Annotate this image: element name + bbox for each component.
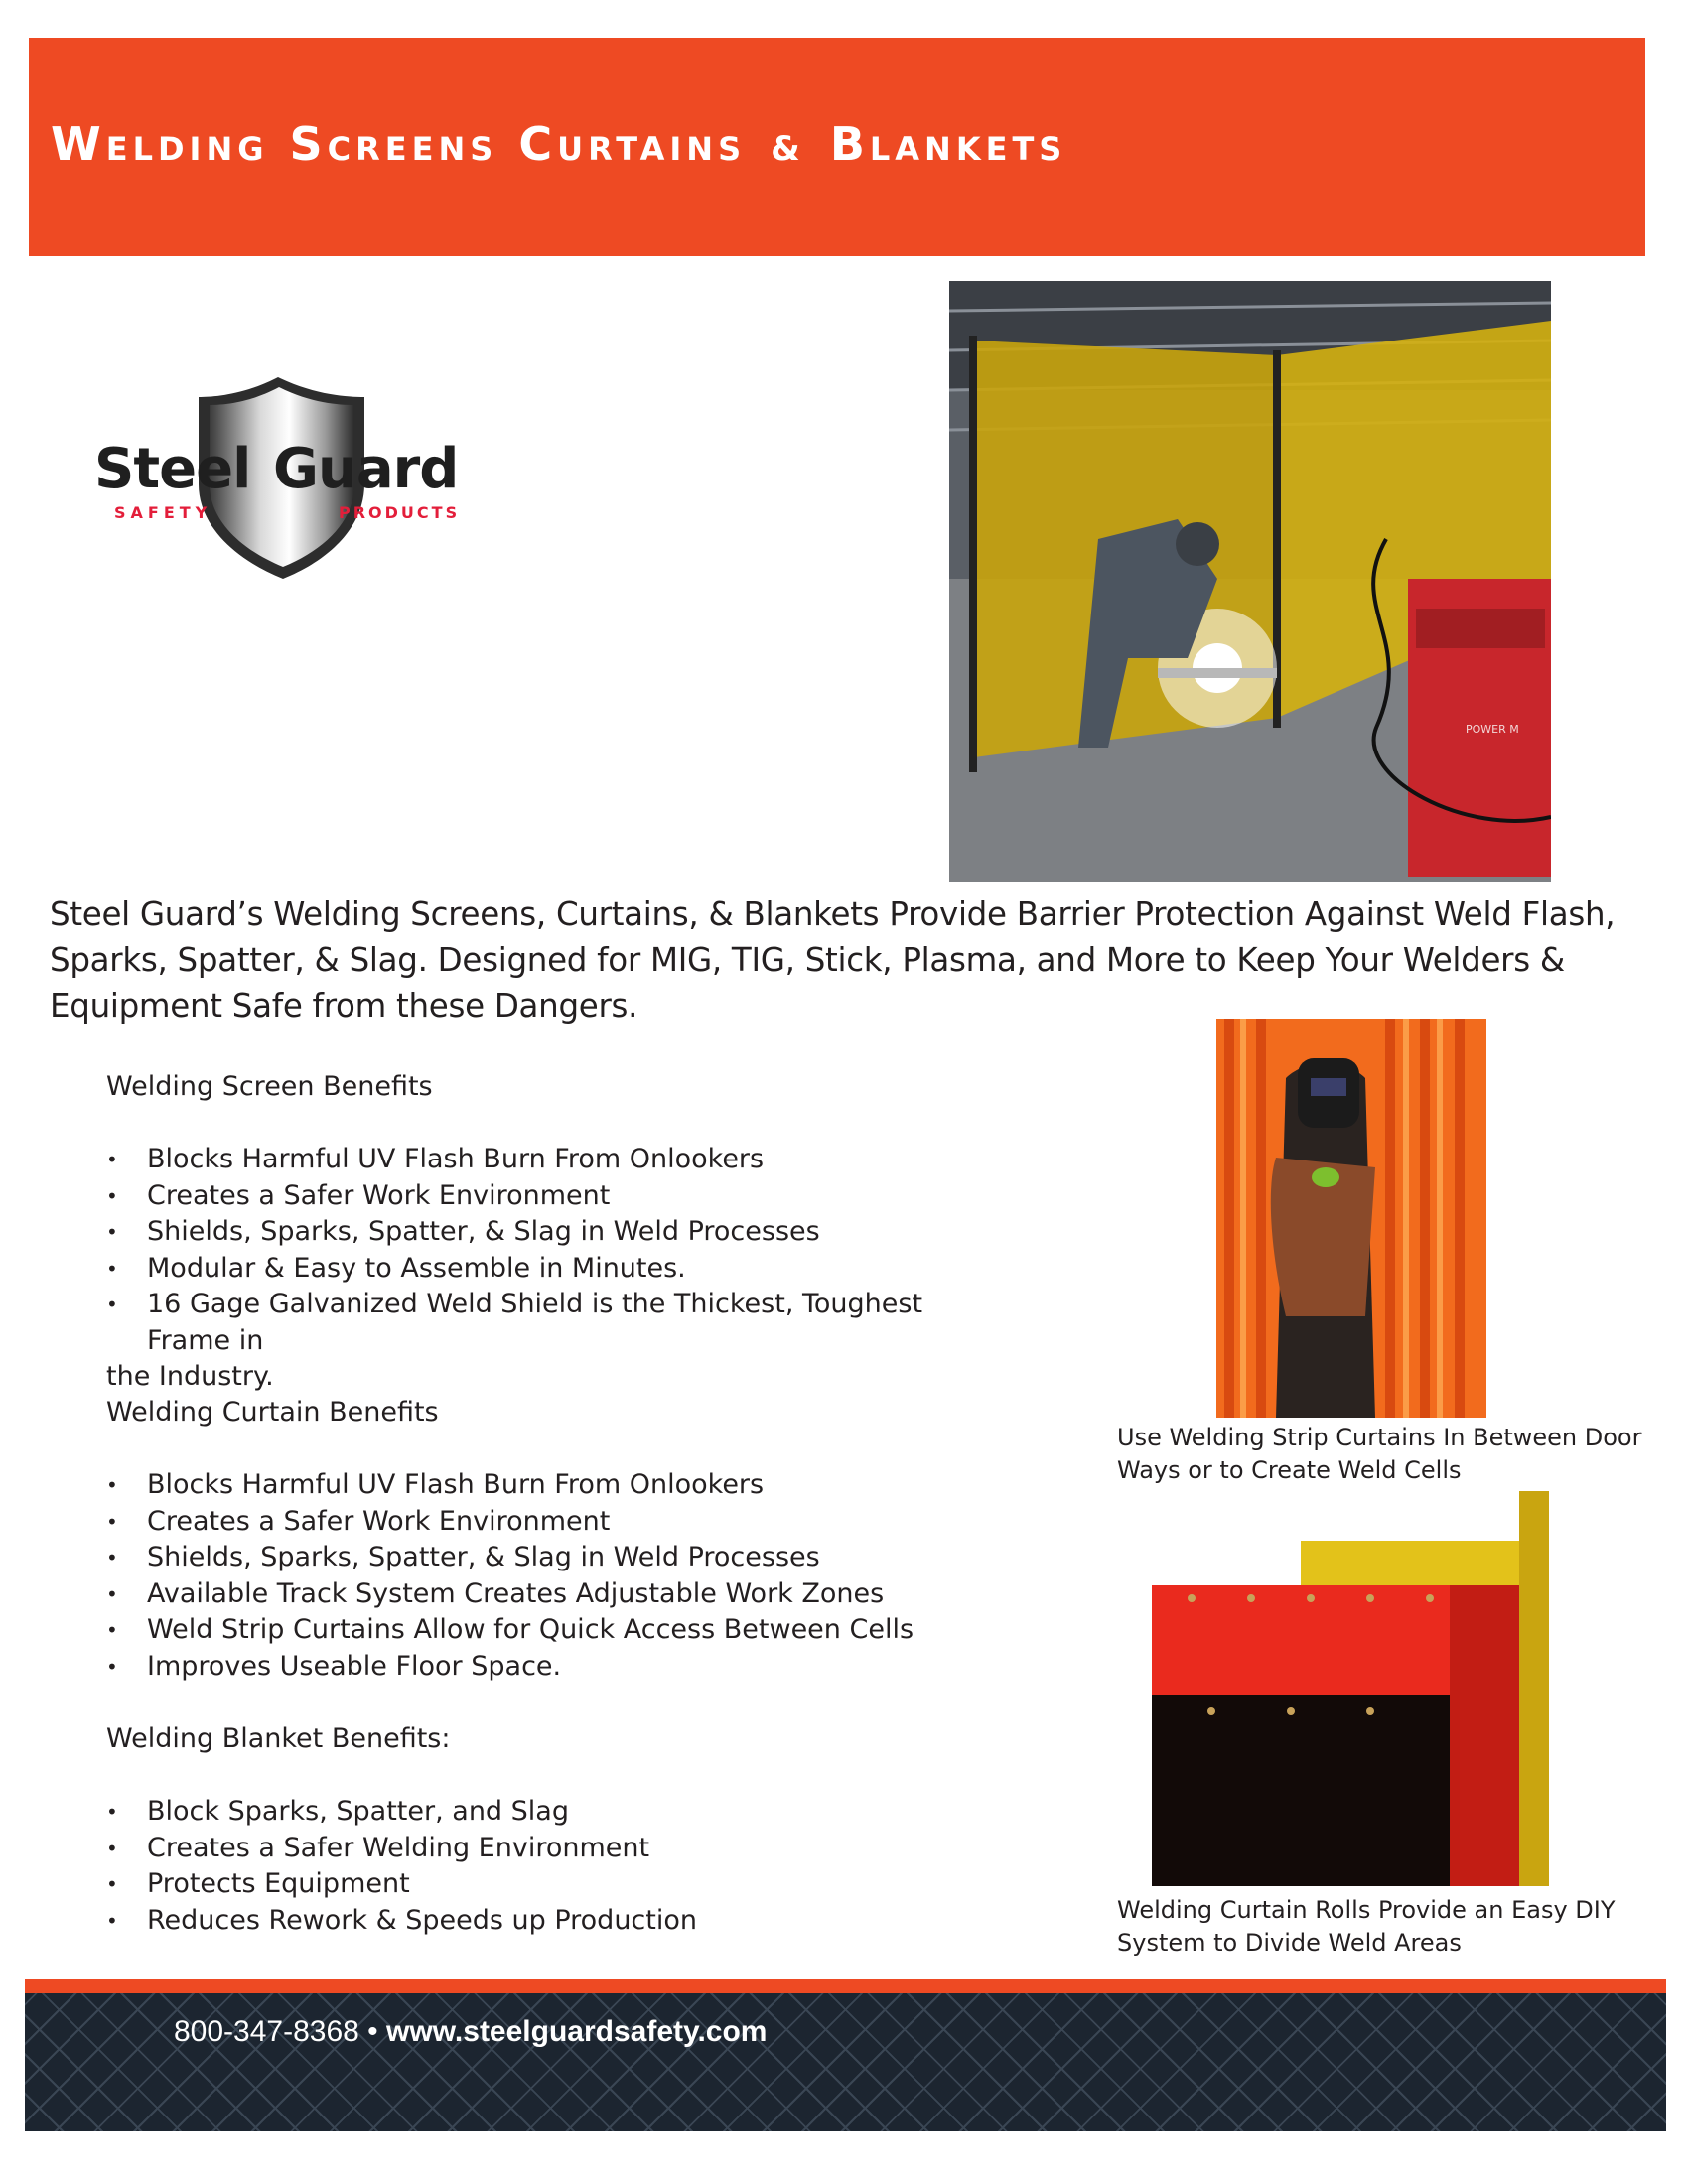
strip-curtain-photo (1216, 1019, 1486, 1418)
list-item: • Shields, Sparks, Spatter, & Slag in Weld Processes (106, 1540, 1000, 1576)
list-item: • Blocks Harmful UV Flash Burn From Onlookers (106, 1467, 1000, 1504)
website-link[interactable]: www.steelguardsafety.com (386, 2015, 768, 2048)
page-title (51, 117, 1066, 171)
list-item-text: 16 Gage Galvanized Weld Shield is the Thickest, Toughest Frame in (147, 1289, 923, 1356)
phone-number: 800-347-8368 (174, 2015, 359, 2048)
curtain-rolls-photo (1152, 1491, 1549, 1886)
logo-word-guard: Guard (273, 437, 459, 501)
list-item: • Creates a Safer Welding Environment (106, 1831, 1000, 1867)
footer-stripe (25, 1979, 1666, 1993)
curtain-benefits-list (106, 1467, 1000, 1685)
list-item: • Modular & Easy to Assemble in Minutes. (106, 1251, 1000, 1288)
footer-contact (174, 2015, 767, 2049)
logo-tagline-left: SAFETY (114, 503, 212, 522)
list-item: • Block Sparks, Spatter, and Slag (106, 1794, 1000, 1831)
screen-benefits-heading: Welding Screen Benefits (106, 1071, 433, 1102)
strip-curtain-caption: Use Welding Strip Curtains In Between Door Ways or to Create Weld Cells (1117, 1424, 1642, 1484)
curtain-benefits-heading: Welding Curtain Benefits (106, 1397, 439, 1428)
steelguard-logo (94, 375, 492, 584)
machine-label: POWER M (1466, 723, 1519, 736)
list-item-continuation: the Industry. (106, 1361, 274, 1392)
title-ampersand: & (771, 129, 805, 169)
blanket-benefits-section (106, 1721, 1000, 1939)
blanket-benefits-list (106, 1794, 1000, 1939)
list-item: • Creates a Safer Work Environment (106, 1178, 1000, 1215)
curtain-benefits-section (106, 1395, 1000, 1685)
screen-benefits-section (106, 1069, 1000, 1396)
list-item: • Protects Equipment (106, 1866, 1000, 1903)
blanket-benefits-heading: Welding Blanket Benefits: (106, 1723, 451, 1754)
list-item: • Available Track System Creates Adjustable Work Zones (106, 1576, 1000, 1613)
list-item: • Creates a Safer Work Environment (106, 1504, 1000, 1541)
list-item: • Weld Strip Curtains Allow for Quick Access Between Cells (106, 1612, 1000, 1649)
footer-band (25, 1993, 1666, 2131)
curtain-rolls-caption: Welding Curtain Rolls Provide an Easy DIY System to Divide Weld Areas (1117, 1896, 1616, 1957)
list-item: • Reduces Rework & Speeds up Production (106, 1903, 1000, 1940)
list-item (106, 1287, 1000, 1396)
logo-tagline-right: PRODUCTS (339, 503, 461, 522)
welding-screen-photo (949, 281, 1551, 882)
intro-paragraph: Steel Guard’s Welding Screens, Curtains, & Blankets Provide Barrier Protection Against Weld Flash, Sparks, Spatter, & Slag. Designed for MIG, TIG, Stick, Plasma, and More to Keep Your Welders & Equipment Safe from these Dangers. (50, 895, 1616, 1024)
title-part1: Welding Screens Curtains (51, 117, 747, 171)
title-part2: Blankets (829, 117, 1067, 171)
footer-separator: • (367, 2015, 378, 2048)
shield-logo-icon (94, 375, 492, 584)
header-band (29, 38, 1645, 256)
list-item: • Improves Useable Floor Space. (106, 1649, 1000, 1686)
logo-word-steel: Steel (94, 437, 251, 501)
list-item: • Shields, Sparks, Spatter, & Slag in Weld Processes (106, 1214, 1000, 1251)
list-item: • Blocks Harmful UV Flash Burn From Onlookers (106, 1142, 1000, 1178)
screen-benefits-list (106, 1142, 1000, 1396)
